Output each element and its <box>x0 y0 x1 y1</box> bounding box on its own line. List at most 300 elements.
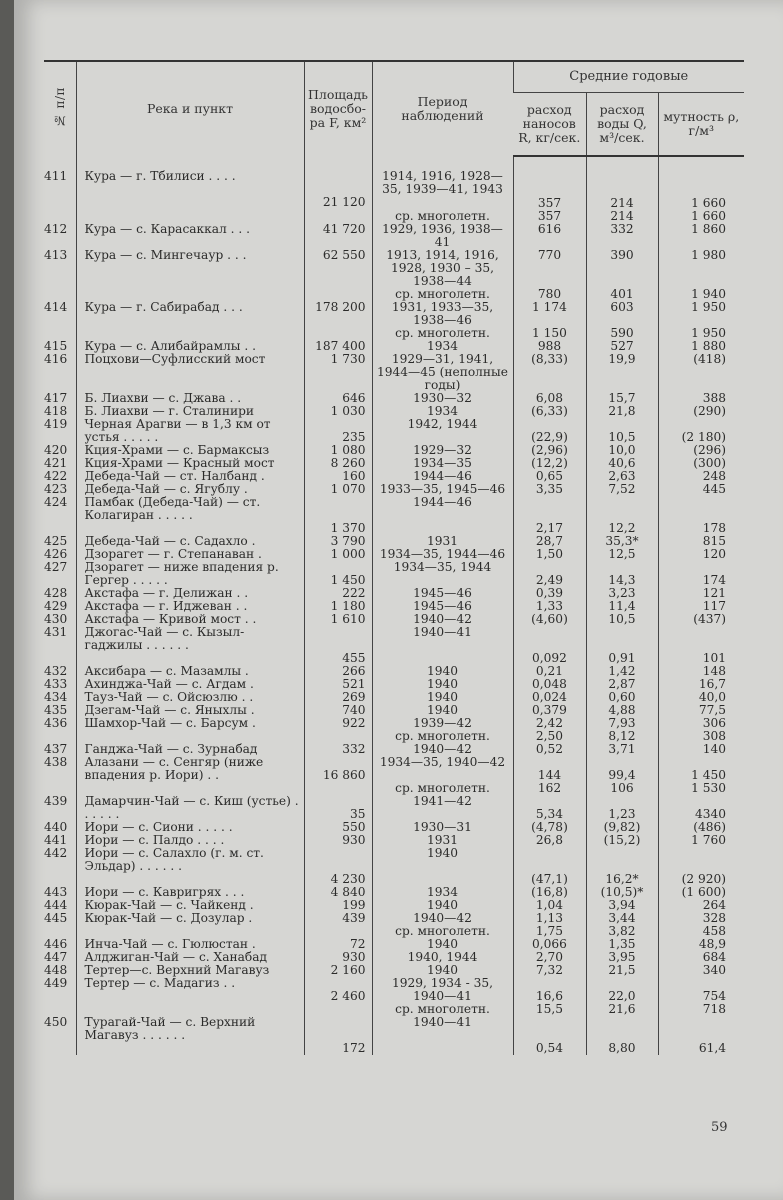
row-area: 35 <box>304 795 372 821</box>
row-period: ср. многолетн. <box>372 730 513 743</box>
row-water-discharge: 401 <box>586 288 658 301</box>
row-turbidity: (437) <box>658 613 744 626</box>
row-area: 1 370 <box>304 496 372 535</box>
row-water-discharge: 8,80 <box>586 1016 658 1055</box>
row-number: 449 <box>44 976 68 990</box>
row-turbidity: 40,0 <box>658 691 744 704</box>
row-river: Дзорагет — г. Степанаван . <box>76 548 304 561</box>
row-water-discharge: 603 <box>586 301 658 327</box>
row-period: 1942, 1944 <box>372 418 513 444</box>
row-period: 1934—35 <box>372 457 513 470</box>
row-period: 1945—46 <box>372 587 513 600</box>
row-sediment-discharge: 988 <box>513 340 586 353</box>
row-number: 419 <box>44 417 68 431</box>
row-sediment-discharge: 780 <box>513 288 586 301</box>
row-sediment-discharge: 0,024 <box>513 691 586 704</box>
row-water-discharge: 35,3* <box>586 535 658 548</box>
row-water-discharge: 2,87 <box>586 678 658 691</box>
row-number: 450 <box>44 1015 68 1029</box>
row-period: 1944—46 <box>372 470 513 483</box>
row-area: 3 790 <box>304 535 372 548</box>
row-period: 1940—41 <box>372 1016 513 1055</box>
row-water-discharge: 214 <box>586 156 658 210</box>
table-row <box>44 496 744 535</box>
row-sediment-discharge: 770 <box>513 249 586 288</box>
row-sediment-discharge: 616 <box>513 223 586 249</box>
row-river: Акстафа — г. Иджеван . . <box>76 600 304 613</box>
row-turbidity: 1 660 <box>658 210 744 223</box>
row-water-discharge: 22,0 <box>586 977 658 1003</box>
row-river: Поцхови—Суфлисский мост <box>76 353 304 392</box>
row-period: 1934—35, 1944—46 <box>372 548 513 561</box>
row-period: 1940—42 <box>372 912 513 925</box>
row-sediment-discharge: (22,9) <box>513 418 586 444</box>
page-number: 59 <box>711 1120 728 1135</box>
row-turbidity: 101 <box>658 626 744 665</box>
row-period: 1930—32 <box>372 392 513 405</box>
row-sediment-discharge: 144 <box>513 756 586 782</box>
row-number: 433 <box>44 677 68 691</box>
row-water-discharge: 1,23 <box>586 795 658 821</box>
row-turbidity: 121 <box>658 587 744 600</box>
row-turbidity: 815 <box>658 535 744 548</box>
row-water-discharge: 3,44 <box>586 912 658 925</box>
row-number: 443 <box>44 885 68 899</box>
row-water-discharge: 332 <box>586 223 658 249</box>
row-river: Кура — с. Карасаккал . . . <box>76 223 304 249</box>
row-river: Памбак (Дебеда-Чай) — ст. Колагиран . . . . . <box>76 496 304 535</box>
row-sediment-discharge: 0,54 <box>513 1016 586 1055</box>
row-turbidity: 340 <box>658 964 744 977</box>
row-river: Дебеда-Чай — с. Садахло . <box>76 535 304 548</box>
row-period: 1914, 1916, 1928—35, 1939—41, 1943 <box>372 156 513 210</box>
row-area: 1 610 <box>304 613 372 626</box>
header-num: № п/п <box>44 61 76 156</box>
sediment-table-wrap <box>44 60 744 1055</box>
row-water-discharge: 99,4 <box>586 756 658 782</box>
row-period: 1929, 1934 - 35, 1940—41 <box>372 977 513 1003</box>
row-period: ср. многолетн. <box>372 925 513 938</box>
row-sediment-discharge: 1,13 <box>513 912 586 925</box>
row-turbidity: 77,5 <box>658 704 744 717</box>
row-period: 1940—41 <box>372 626 513 665</box>
header-turbidity: мутность ρ, г/м³ <box>658 93 744 157</box>
row-water-discharge: 590 <box>586 327 658 340</box>
row-number: 427 <box>44 560 68 574</box>
row-water-discharge: 3,94 <box>586 899 658 912</box>
row-sediment-discharge: 1,75 <box>513 925 586 938</box>
row-sediment-discharge: 28,7 <box>513 535 586 548</box>
row-river: Кюрак-Чай — с. Дозулар . <box>76 912 304 925</box>
row-area: 266 <box>304 665 372 678</box>
row-water-discharge: 21,5 <box>586 964 658 977</box>
header-group: Средние годовые <box>513 61 744 93</box>
table-row <box>44 223 744 249</box>
row-period: 1931 <box>372 535 513 548</box>
row-turbidity: (290) <box>658 405 744 418</box>
row-period: 1934—35, 1940—42 <box>372 756 513 782</box>
row-turbidity: (2 920) <box>658 847 744 886</box>
row-period: 1934 <box>372 340 513 353</box>
row-river: Алазани — с. Сенгяр (ниже впадения р. Иори) . . <box>76 756 304 782</box>
row-area: 922 <box>304 717 372 730</box>
row-area: 269 <box>304 691 372 704</box>
row-area: 521 <box>304 678 372 691</box>
row-number: 436 <box>44 716 68 730</box>
row-area: 1 730 <box>304 353 372 392</box>
row-area: 222 <box>304 587 372 600</box>
row-area: 72 <box>304 938 372 951</box>
row-water-discharge: 11,4 <box>586 600 658 613</box>
row-turbidity: 4340 <box>658 795 744 821</box>
row-water-discharge: 214 <box>586 210 658 223</box>
row-turbidity: (486) <box>658 821 744 834</box>
row-period: 1929, 1936, 1938—41 <box>372 223 513 249</box>
table-row <box>44 418 744 444</box>
row-water-discharge: 21,6 <box>586 1003 658 1016</box>
row-sediment-discharge: 0,21 <box>513 665 586 678</box>
row-river: Турагай-Чай — с. Верхний Магавуз . . . . . . <box>76 1016 304 1055</box>
row-number: 438 <box>44 755 68 769</box>
row-number: 423 <box>44 482 68 496</box>
row-river: Аксибара — с. Мазамлы . <box>76 665 304 678</box>
row-water-discharge: 19,9 <box>586 353 658 392</box>
row-river: Дебеда-Чай — с. Ягублу . <box>76 483 304 496</box>
row-turbidity: 445 <box>658 483 744 496</box>
sediment-table <box>44 60 744 1055</box>
row-number: 430 <box>44 612 68 626</box>
row-river: Дебеда-Чай — ст. Налбанд . <box>76 470 304 483</box>
row-turbidity: 117 <box>658 600 744 613</box>
book-page <box>14 0 783 1200</box>
row-water-discharge: 390 <box>586 249 658 288</box>
row-period: 1945—46 <box>372 600 513 613</box>
header-period: Период наблюдений <box>372 61 513 156</box>
row-area: 4 840 <box>304 886 372 899</box>
row-river: Тауз-Чай — с. Ойсюзлю . . <box>76 691 304 704</box>
row-turbidity: 684 <box>658 951 744 964</box>
row-turbidity: 1 450 <box>658 756 744 782</box>
row-turbidity: 248 <box>658 470 744 483</box>
table-row <box>44 561 744 587</box>
row-turbidity: 120 <box>658 548 744 561</box>
row-number: 431 <box>44 625 68 639</box>
row-period: 1940 <box>372 938 513 951</box>
row-river: Иори — с. Сиони . . . . . <box>76 821 304 834</box>
table-row <box>44 756 744 782</box>
row-number: 417 <box>44 391 68 405</box>
row-number: 428 <box>44 586 68 600</box>
row-river: Иори — с. Салахло (г. м. ст. Эльдар) . . . . . . <box>76 847 304 886</box>
row-period: 1944—46 <box>372 496 513 535</box>
row-turbidity: 16,7 <box>658 678 744 691</box>
row-sediment-discharge: 2,42 <box>513 717 586 730</box>
row-period: 1913, 1914, 1916, 1928, 1930 – 35, 1938—44 <box>372 249 513 288</box>
table-row <box>44 847 744 886</box>
row-period: 1940—42 <box>372 743 513 756</box>
row-number: 447 <box>44 950 68 964</box>
row-turbidity: 1 950 <box>658 301 744 327</box>
row-water-discharge: 10,0 <box>586 444 658 457</box>
row-water-discharge: (15,2) <box>586 834 658 847</box>
table-row <box>44 977 744 1003</box>
row-area: 8 260 <box>304 457 372 470</box>
row-area: 550 <box>304 821 372 834</box>
row-river: Тертер — с. Мадагиз . . <box>76 977 304 1003</box>
row-period: 1940 <box>372 691 513 704</box>
row-sediment-discharge: 357 <box>513 210 586 223</box>
row-number: 439 <box>44 794 68 808</box>
row-turbidity: 1 860 <box>658 223 744 249</box>
row-period: ср. многолетн. <box>372 288 513 301</box>
row-number: 421 <box>44 456 68 470</box>
row-water-discharge: 527 <box>586 340 658 353</box>
row-period: 1933—35, 1945—46 <box>372 483 513 496</box>
table-row <box>44 353 744 392</box>
row-area: 172 <box>304 1016 372 1055</box>
row-period: 1934—35, 1944 <box>372 561 513 587</box>
row-number: 412 <box>44 222 68 236</box>
row-water-discharge: 10,5 <box>586 613 658 626</box>
row-water-discharge: 4,88 <box>586 704 658 717</box>
row-turbidity: 48,9 <box>658 938 744 951</box>
row-period: 1940 <box>372 847 513 886</box>
row-turbidity: 148 <box>658 665 744 678</box>
row-turbidity: 718 <box>658 1003 744 1016</box>
row-area: 1 070 <box>304 483 372 496</box>
row-river: Кура — г. Сабирабад . . . <box>76 301 304 327</box>
row-sediment-discharge: 16,6 <box>513 977 586 1003</box>
row-river: Б. Лиахви — с. Джава . . <box>76 392 304 405</box>
row-number: 418 <box>44 404 68 418</box>
row-area: 160 <box>304 470 372 483</box>
row-area: 455 <box>304 626 372 665</box>
row-period: 1934 <box>372 886 513 899</box>
row-river: Кция-Храми — Красный мост <box>76 457 304 470</box>
row-turbidity: (1 600) <box>658 886 744 899</box>
row-water-discharge: 16,2* <box>586 847 658 886</box>
row-water-discharge: 7,52 <box>586 483 658 496</box>
row-turbidity: 308 <box>658 730 744 743</box>
row-number: 424 <box>44 495 68 509</box>
row-period: 1940—42 <box>372 613 513 626</box>
row-sediment-discharge: 2,50 <box>513 730 586 743</box>
row-water-discharge: 1,35 <box>586 938 658 951</box>
row-number: 441 <box>44 833 68 847</box>
row-sediment-discharge: 0,048 <box>513 678 586 691</box>
row-area: 41 720 <box>304 223 372 249</box>
row-number: 426 <box>44 547 68 561</box>
header-water-discharge: расход воды Q, м³/сек. <box>586 93 658 157</box>
table-row <box>44 626 744 665</box>
row-sediment-discharge: 1 150 <box>513 327 586 340</box>
row-area <box>304 782 372 795</box>
row-river: Ахинджа-Чай — с. Агдам . <box>76 678 304 691</box>
row-area: 740 <box>304 704 372 717</box>
row-number: 448 <box>44 963 68 977</box>
table-row <box>44 795 744 821</box>
row-sediment-discharge: 2,17 <box>513 496 586 535</box>
row-turbidity: (296) <box>658 444 744 457</box>
row-sediment-discharge: 26,8 <box>513 834 586 847</box>
row-turbidity: 61,4 <box>658 1016 744 1055</box>
table-body <box>44 156 744 1055</box>
row-area: 199 <box>304 899 372 912</box>
row-river: Кция-Храми — с. Бармаксыз <box>76 444 304 457</box>
row-number: 446 <box>44 937 68 951</box>
row-period: 1940 <box>372 678 513 691</box>
row-water-discharge: 3,82 <box>586 925 658 938</box>
row-sediment-discharge: (4,78) <box>513 821 586 834</box>
row-sediment-discharge: 3,35 <box>513 483 586 496</box>
row-sediment-discharge: 6,08 <box>513 392 586 405</box>
row-turbidity: 140 <box>658 743 744 756</box>
row-water-discharge: (9,82) <box>586 821 658 834</box>
row-river: Шамхор-Чай — с. Барсум . <box>76 717 304 730</box>
row-number: 429 <box>44 599 68 613</box>
row-sediment-discharge: 2,49 <box>513 561 586 587</box>
row-period: ср. многолетн. <box>372 210 513 223</box>
row-river: Черная Арагви — в 1,3 км от устья . . . . . <box>76 418 304 444</box>
row-sediment-discharge: 2,70 <box>513 951 586 964</box>
row-sediment-discharge: 0,39 <box>513 587 586 600</box>
row-sediment-discharge: (47,1) <box>513 847 586 886</box>
header-area: Площадь водосбо-ра F, км² <box>304 61 372 156</box>
row-number: 435 <box>44 703 68 717</box>
row-area: 646 <box>304 392 372 405</box>
row-number: 416 <box>44 352 68 366</box>
row-area: 930 <box>304 951 372 964</box>
row-river: Тертер—с. Верхний Магавуз <box>76 964 304 977</box>
row-period: 1940 <box>372 665 513 678</box>
row-number: 420 <box>44 443 68 457</box>
row-period: 1931, 1933—35, 1938—46 <box>372 301 513 327</box>
row-area: 2 460 <box>304 977 372 1003</box>
row-sediment-discharge: 15,5 <box>513 1003 586 1016</box>
row-river: Кюрак-Чай — с. Чайкенд . <box>76 899 304 912</box>
row-number: 442 <box>44 846 68 860</box>
row-water-discharge: 8,12 <box>586 730 658 743</box>
row-water-discharge: 15,7 <box>586 392 658 405</box>
row-area: 2 160 <box>304 964 372 977</box>
row-turbidity: 1 530 <box>658 782 744 795</box>
row-area: 1 180 <box>304 600 372 613</box>
row-period: 1941—42 <box>372 795 513 821</box>
row-river: Кура — с. Алибайрамлы . . <box>76 340 304 353</box>
row-turbidity: 754 <box>658 977 744 1003</box>
header-sediment-discharge: расход наносов R, кг/сек. <box>513 93 586 157</box>
row-area: 930 <box>304 834 372 847</box>
row-sediment-discharge: 1,04 <box>513 899 586 912</box>
row-number: 432 <box>44 664 68 678</box>
row-sediment-discharge: 1,33 <box>513 600 586 613</box>
row-area: 4 230 <box>304 847 372 886</box>
row-number: 434 <box>44 690 68 704</box>
row-river: Дамарчин-Чай — с. Киш (устье) . . . . . . <box>76 795 304 821</box>
row-number: 422 <box>44 469 68 483</box>
row-turbidity: 1 950 <box>658 327 744 340</box>
table-row <box>44 1016 744 1055</box>
row-period: ср. многолетн. <box>372 782 513 795</box>
table-row <box>44 249 744 288</box>
row-number: 437 <box>44 742 68 756</box>
row-water-discharge: 1,42 <box>586 665 658 678</box>
row-number: 413 <box>44 248 68 262</box>
row-water-discharge: 3,71 <box>586 743 658 756</box>
row-period: 1930—31 <box>372 821 513 834</box>
row-sediment-discharge: (12,2) <box>513 457 586 470</box>
row-water-discharge: 10,5 <box>586 418 658 444</box>
row-number: 440 <box>44 820 68 834</box>
row-water-discharge: 0,60 <box>586 691 658 704</box>
table-row <box>44 717 744 730</box>
row-river: Инча-Чай — с. Гюлюстан . <box>76 938 304 951</box>
row-river: Иори — с. Палдо . . . . <box>76 834 304 847</box>
row-area: 187 400 <box>304 340 372 353</box>
row-river: Б. Лиахви — г. Сталинири <box>76 405 304 418</box>
row-water-discharge: 3,23 <box>586 587 658 600</box>
row-number: 425 <box>44 534 68 548</box>
row-turbidity: 178 <box>658 496 744 535</box>
row-sediment-discharge: 162 <box>513 782 586 795</box>
row-sediment-discharge: 0,092 <box>513 626 586 665</box>
row-area: 235 <box>304 418 372 444</box>
row-period: 1940, 1944 <box>372 951 513 964</box>
row-water-discharge: (10,5)* <box>586 886 658 899</box>
row-turbidity: (418) <box>658 353 744 392</box>
row-turbidity: 1 980 <box>658 249 744 288</box>
row-river: Ганджа-Чай — с. Зурнабад <box>76 743 304 756</box>
row-water-discharge: 12,2 <box>586 496 658 535</box>
row-sediment-discharge: 0,65 <box>513 470 586 483</box>
row-river: Дзорагет — ниже впадения р. Гергер . . . . . <box>76 561 304 587</box>
row-area: 1 450 <box>304 561 372 587</box>
row-period: 1939—42 <box>372 717 513 730</box>
row-turbidity: 458 <box>658 925 744 938</box>
row-river: Дзегам-Чай — с. Яныхлы . <box>76 704 304 717</box>
row-water-discharge: 0,91 <box>586 626 658 665</box>
row-area: 1 030 <box>304 405 372 418</box>
row-sediment-discharge: (16,8) <box>513 886 586 899</box>
row-turbidity: 1 940 <box>658 288 744 301</box>
row-water-discharge: 3,95 <box>586 951 658 964</box>
row-sediment-discharge: 0,379 <box>513 704 586 717</box>
row-area <box>304 1003 372 1016</box>
row-period: 1934 <box>372 405 513 418</box>
row-number: 444 <box>44 898 68 912</box>
row-river: Алджиган-Чай — с. Ханабад <box>76 951 304 964</box>
row-period: 1931 <box>372 834 513 847</box>
row-water-discharge: 106 <box>586 782 658 795</box>
row-water-discharge: 7,93 <box>586 717 658 730</box>
row-sediment-discharge: (2,96) <box>513 444 586 457</box>
table-row <box>44 156 744 210</box>
row-period: ср. многолетн. <box>372 327 513 340</box>
row-sediment-discharge: (6,33) <box>513 405 586 418</box>
row-turbidity: 1 880 <box>658 340 744 353</box>
row-area: 21 120 <box>304 156 372 210</box>
row-river: Акстафа — г. Делижан . . <box>76 587 304 600</box>
row-turbidity: 174 <box>658 561 744 587</box>
row-turbidity: 1 660 <box>658 156 744 210</box>
row-sediment-discharge: 1 174 <box>513 301 586 327</box>
row-period: 1929—32 <box>372 444 513 457</box>
row-area: 178 200 <box>304 301 372 327</box>
row-turbidity: 328 <box>658 912 744 925</box>
row-water-discharge: 40,6 <box>586 457 658 470</box>
row-sediment-discharge: (4,60) <box>513 613 586 626</box>
row-river: Кура — с. Мингечаур . . . <box>76 249 304 288</box>
